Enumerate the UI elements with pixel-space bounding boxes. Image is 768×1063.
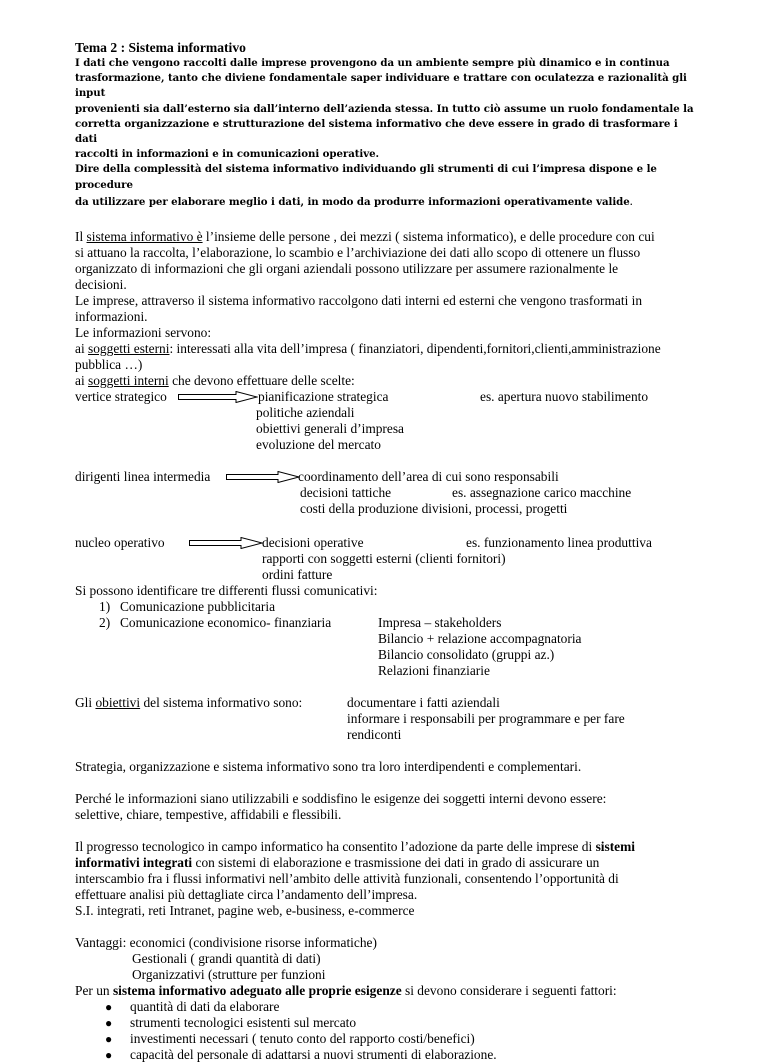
obiettivi-section: Gli obiettivi del sistema informativo sono: documentare i fatti aziendali informare i responsabili per programmare e per fare rendiconti xyxy=(75,695,625,743)
flussi-section: Si possono identificare tre differenti flussi comunicativi: 1) Comunicazione pubblicitaria 2) Comunicazione economico- finanziaria Impresa – stakeholders Bilancio + relazione accompagnatoria Bilancio consolidato (gruppi az.) Relazioni finanziarie xyxy=(75,583,582,679)
level-label: nucleo operativo xyxy=(75,535,165,551)
bullet-icon: ● xyxy=(105,1000,113,1015)
level-item: politiche aziendali xyxy=(256,405,355,421)
level-item: evoluzione del mercato xyxy=(256,437,381,453)
intro-line: Dire della complessità del sistema informativo individuando gli strumenti di cui l’impresa dispone e le procedure xyxy=(75,163,657,191)
list-item: Comunicazione pubblicitaria xyxy=(120,599,276,615)
level-example: es. apertura nuovo stabilimento xyxy=(480,389,649,405)
intro-line: corretta organizzazione e strutturazione del sistema informativo che deve essere in grado di trasformare i dati xyxy=(75,117,678,146)
term-soggetti-interni: soggetti interni xyxy=(88,373,169,389)
list-item: ● investimenti necessari ( tenuto conto del rapporto costi/benefici) xyxy=(105,1031,475,1047)
intro-line: I dati che vengono raccolti dalle imprese provengono da un ambiente sempre più dinamico e in continua xyxy=(75,57,670,69)
servono-line: Le informazioni servono: xyxy=(75,325,212,341)
intro-line: provenienti sia dall’esterno sia dall’interno dell’azienda stessa. In tutto ciò assume un ruolo fondamentale la xyxy=(75,102,694,115)
level-label: dirigenti linea intermedia xyxy=(75,469,211,485)
intro-line: raccolti in informazioni e in comunicazioni operative. xyxy=(75,148,380,161)
bullet-icon: ● xyxy=(105,1016,113,1031)
perche-paragraph: Perché le informazioni siano utilizzabili e soddisfino le esigenze dei soggetti interni devono essere: selettive, chiare, tempestive, affidabili e flessibili. xyxy=(75,791,607,823)
level-vertice-strategico xyxy=(75,389,700,453)
bullet-icon: ● xyxy=(105,1032,113,1047)
flussi-side-item: Bilancio consolidato (gruppi az.) xyxy=(378,647,555,663)
vantaggi-section: Vantaggi: economici (condivisione risorse informatiche) Gestionali ( grandi quantità di dati) Organizzativi (strutture per funzioni xyxy=(75,935,377,983)
list-item: ● quantità di dati da elaborare xyxy=(105,999,280,1015)
progresso-paragraph: Il progresso tecnologico in campo informatico ha consentito l’adozione da parte delle imprese di sistemi informativi integrati con sistemi di elaborazione e trasmissione dei dati in grado di assicurare un interscambio fra i flussi informativi nell’ambito delle attività funzionali, consentendo l’opportunità di effettuare analisi più dettagliate circa l’andamento dell’impresa. S.I. integrati, reti Intranet, pagine web, e-business, e-commerce xyxy=(75,839,635,919)
level-item: obiettivi generali d’impresa xyxy=(256,421,404,437)
level-item: decisioni operative xyxy=(262,535,364,551)
obiettivi-item: informare i responsabili per programmare e per fare xyxy=(347,711,625,727)
document-page xyxy=(75,40,700,1063)
level-dirigenti-linea-intermedia xyxy=(75,469,700,517)
list-item: ● strumenti tecnologici esistenti sul mercato xyxy=(105,1015,357,1031)
level-item: costi della produzione divisioni, processi, progetti xyxy=(300,501,568,517)
arrow-right-icon xyxy=(226,471,300,483)
flussi-side-item: Bilancio + relazione accompagnatoria xyxy=(378,631,582,647)
term-obiettivi: obiettivi xyxy=(95,695,141,711)
list-number: 2) xyxy=(99,615,111,631)
arrow-right-icon xyxy=(178,391,258,403)
term-soggetti-esterni: soggetti esterni xyxy=(88,341,170,357)
list-item: ● capacità del personale di adattarsi a nuovi strumenti di elaborazione. xyxy=(105,1047,497,1063)
flussi-side-item: Relazioni finanziarie xyxy=(378,663,490,679)
bullet-icon: ● xyxy=(105,1048,113,1063)
level-item: decisioni tattiche xyxy=(300,485,392,501)
obiettivi-item: documentare i fatti aziendali xyxy=(347,695,500,711)
term-sistema-informativo: sistema informativo è xyxy=(86,229,203,245)
level-item: rapporti con soggetti esterni (clienti fornitori) xyxy=(262,551,506,567)
level-item: pianificazione strategica xyxy=(258,389,389,405)
intro-line: trasformazione, tanto che diviene fondamentale saper individuare e trattare con oculatezza e razionalità gli input xyxy=(75,72,687,100)
document-title: Tema 2 : Sistema informativo xyxy=(75,40,246,55)
imprese-paragraph: Le imprese, attraverso il sistema informativo raccolgono dati interni ed esterni che vengono trasformati in informazioni. xyxy=(75,293,643,325)
fattori-section: Per un sistema informativo adeguato alle proprie esigenze si devono considerare i seguenti fattori: ● quantità di dati da elaborare ● strumenti tecnologici esistenti sul mercato ● investimenti necessari ( tenuto conto del rapporto costi/benefici) ● capacità del personale di adattarsi a nuovi strumenti di elaborazione. xyxy=(75,983,700,1063)
list-item: Comunicazione economico- finanziaria xyxy=(120,615,332,631)
soggetti-interni: ai soggetti interni che devono effettuare delle scelte: xyxy=(75,373,355,389)
level-item: ordini fatture xyxy=(262,567,333,583)
strategia-paragraph: Strategia, organizzazione e sistema informativo sono tra loro interdipendenti e complementari. xyxy=(75,759,582,775)
soggetti-esterni: ai soggetti esterni: interessati alla vita dell’impresa ( finanziatori, dipendenti,fornitori,clienti,amministrazione pubblica …) xyxy=(75,341,661,373)
flussi-side-item: Impresa – stakeholders xyxy=(378,615,502,631)
fattori-list xyxy=(75,999,700,1063)
level-example: es. funzionamento linea produttiva xyxy=(466,535,652,551)
obiettivi-item: rendiconti xyxy=(347,727,402,743)
assignment-text xyxy=(75,56,700,210)
intro-line: da utilizzare per elaborare meglio i dati, in modo da produrre informazioni operativamente valide. xyxy=(75,192,633,208)
level-label: vertice strategico xyxy=(75,389,167,405)
level-item: coordinamento dell’area di cui sono responsabili xyxy=(298,469,559,485)
definition-paragraph: Il sistema informativo è l’insieme delle persone , dei mezzi ( sistema informatico), e delle procedure con cui si attuano la raccolta, l’elaborazione, lo scambio e l’archiviazione dei dati allo scopo di ottenere un flusso organizzato di informazioni che gli organi aziendali possono utilizzare per assumere razionalmente le decisioni. xyxy=(75,229,655,293)
list-number: 1) xyxy=(99,599,111,615)
level-example: es. assegnazione carico macchine xyxy=(452,485,632,501)
arrow-right-icon xyxy=(189,537,263,549)
level-nucleo-operativo xyxy=(75,535,700,583)
